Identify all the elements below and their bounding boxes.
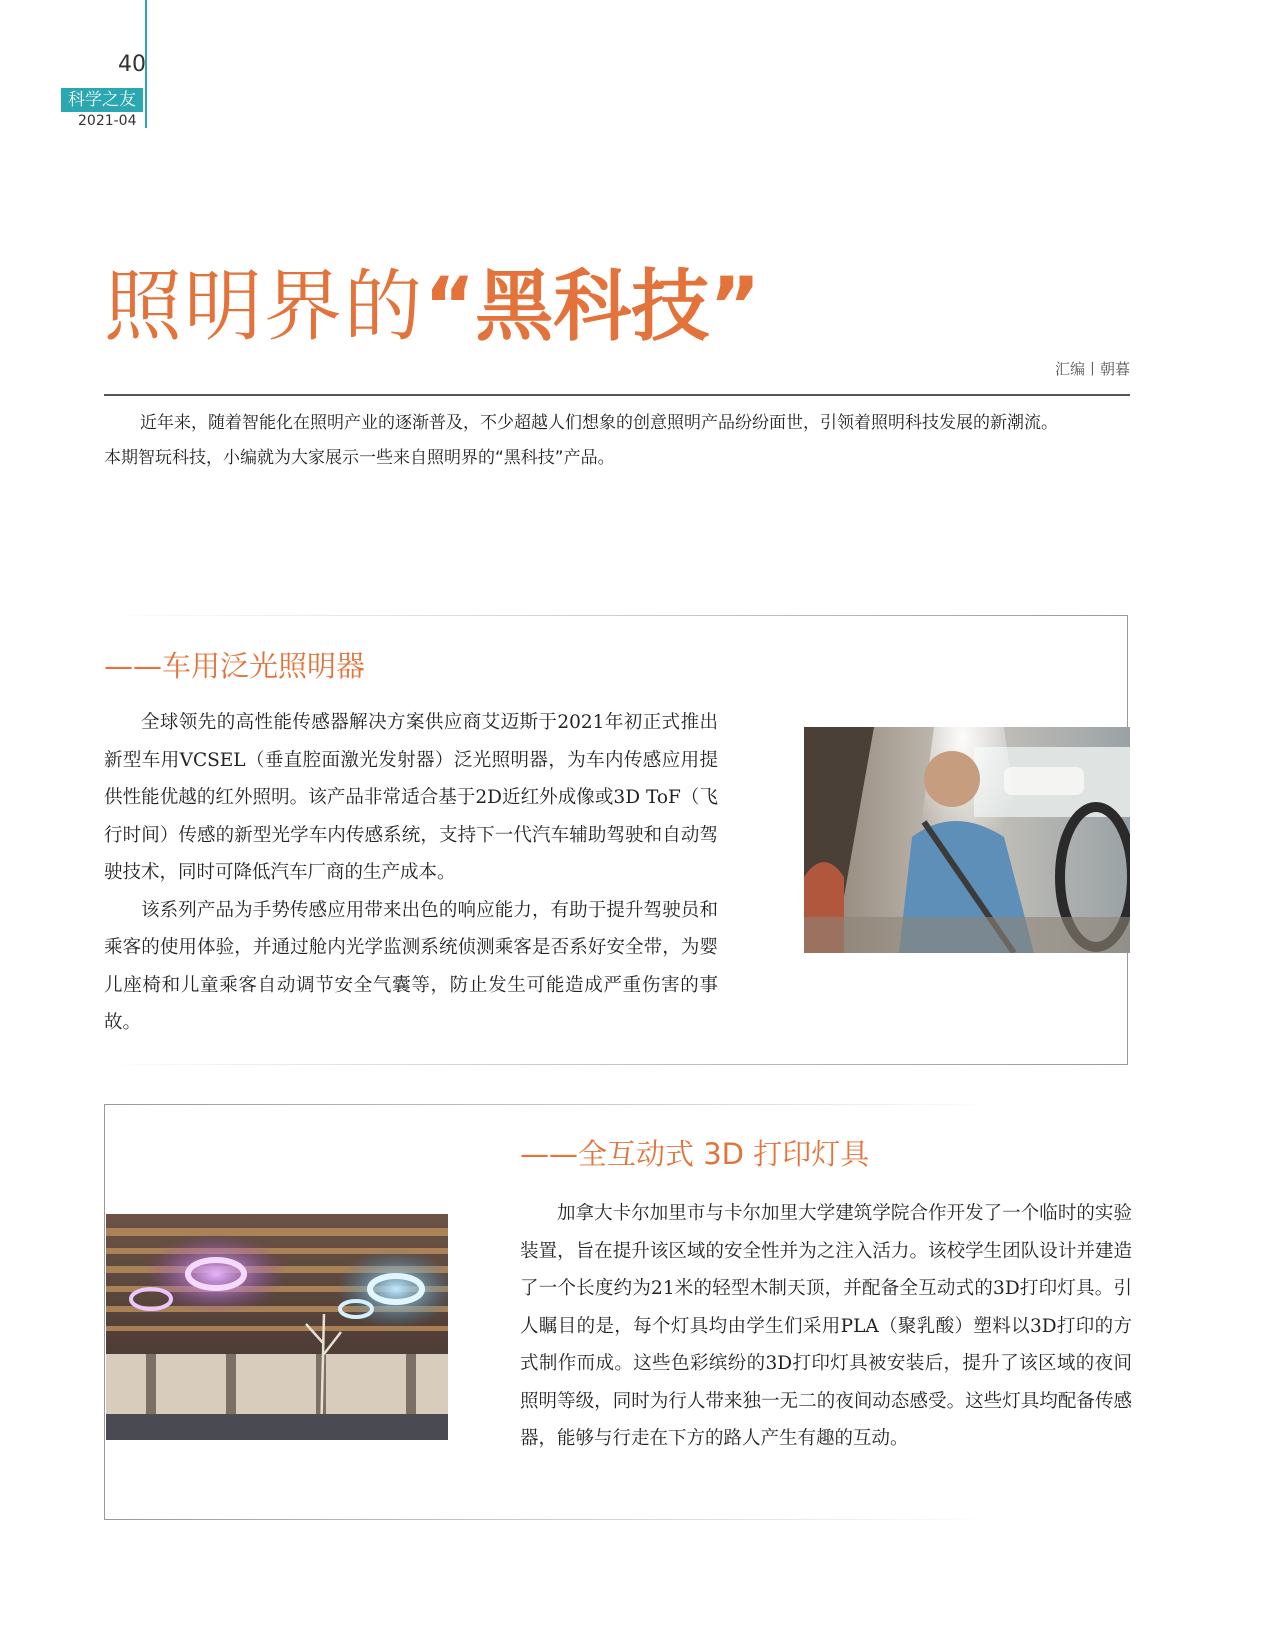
section1-paragraph-1: 全球领先的高性能传感器解决方案供应商艾迈斯于2021年初正式推出新型车用VCSEL（垂直腔面激光发射器）泛光照明器，为车内传感应用提供性能优越的红外照明。该产品非常适合基于2D近红外成像或3D ToF（飞行时间）传感的新型光学车内传感系统，支持下一代汽车辅助驾驶和自动驾驶技术，同时可降低汽车厂商的生产成本。 (104, 712, 718, 883)
title-rule (104, 394, 1130, 396)
3d-printed-lights-photo (106, 1214, 448, 1440)
title-bold-part: “黑科技” (424, 262, 761, 352)
section1-body (104, 704, 718, 1042)
byline: 汇编丨朝暮 (1054, 360, 1130, 378)
section1-heading: ——车用泛光照明器 (104, 649, 366, 683)
article-title (104, 262, 761, 352)
section2-body (520, 1195, 1132, 1458)
section2-heading: ——全互动式 3D 打印灯具 (520, 1137, 870, 1171)
intro-line-1: 近年来，随着智能化在照明产业的逐渐普及，不少超越人们想象的创意照明产品纷纷面世，引领着照明科技发展的新潮流。 (140, 413, 1058, 433)
intro-paragraph (104, 406, 1134, 476)
intro-line-2: 本期智玩科技，小编就为大家展示一些来自照明界的“黑科技”产品。 (104, 448, 615, 468)
section1-paragraph-2: 该系列产品为手势传感应用带来出色的响应能力，有助于提升驾驶员和乘客的使用体验，并通过舱内光学监测系统侦测乘客是否系好安全带，为婴儿座椅和儿童乘客自动调节安全气囊等，防止发生可能造成严重伤害的事故。 (104, 899, 718, 1033)
page-number: 40 (118, 52, 146, 77)
magazine-name: 科学之友 (61, 88, 143, 112)
car-driver-photo (804, 727, 1130, 953)
title-light-part: 照明界的 (104, 262, 425, 352)
issue-date: 2021-04 (78, 113, 137, 129)
section2-paragraph-1: 加拿大卡尔加里市与卡尔加里大学建筑学院合作开发了一个临时的实验装置，旨在提升该区域的安全性并为之注入活力。该校学生团队设计并建造了一个长度约为21米的轻型木制天顶，并配备全互动式的3D打印灯具。引人瞩目的是，每个灯具均由学生们采用PLA（聚乳酸）塑料以3D打印的方式制作而成。这些色彩缤纷的3D打印灯具被安装后，提升了该区域的夜间照明等级，同时为行人带来独一无二的夜间动态感受。这些灯具均配备传感器，能够与行走在下方的路人产生有趣的互动。 (520, 1203, 1132, 1449)
